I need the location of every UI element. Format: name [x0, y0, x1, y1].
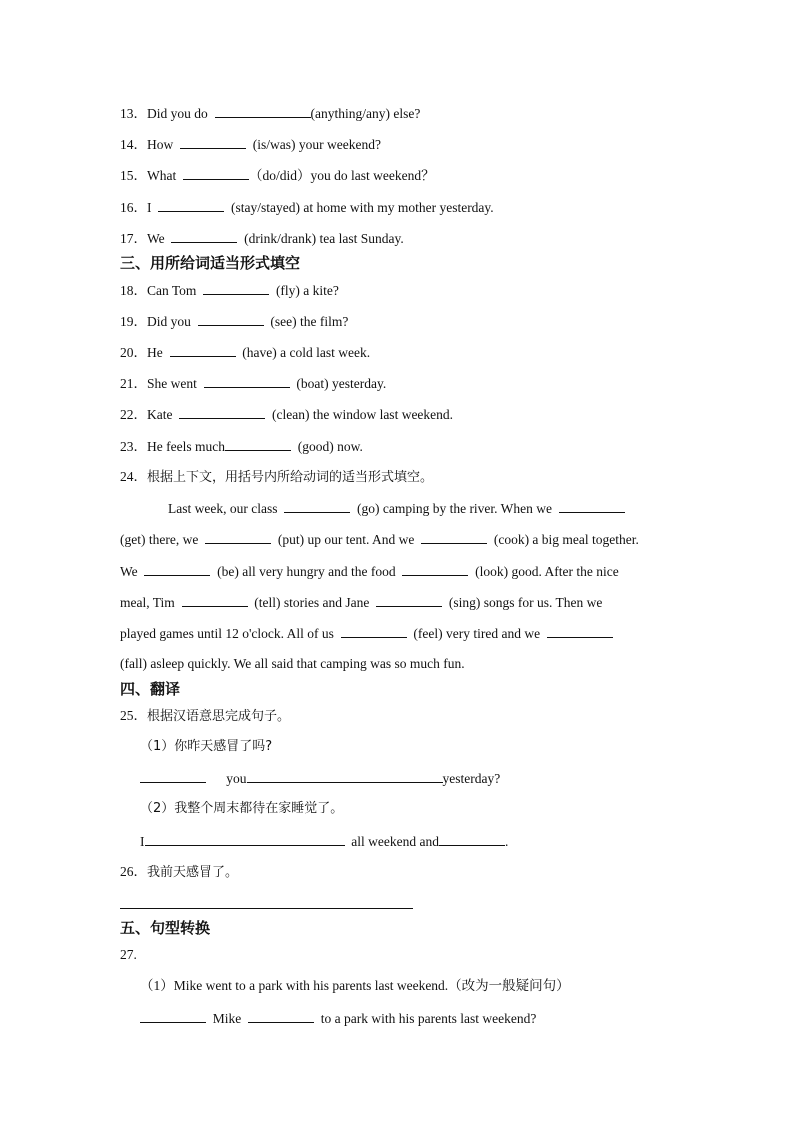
answer-blank[interactable]: [205, 530, 271, 544]
question-21: 21．She went (boat) yesterday.: [120, 376, 387, 391]
answer-blank[interactable]: [559, 499, 625, 513]
q25-sentence-2-answer: I all weekend and .: [140, 834, 509, 849]
answer-blank[interactable]: [140, 769, 206, 783]
question-22: 22．Kate (clean) the window last weekend.: [120, 407, 454, 422]
answer-blank[interactable]: [284, 499, 350, 513]
passage-line-5: played games until 12 o'clock. All of us (feel) very tired and we: [120, 624, 613, 643]
passage-line-2: (get) there, we (put) up our tent. And we (cook) a big meal together.: [120, 532, 639, 547]
section-3-title: 三、用所给词适当形式填空: [120, 254, 301, 272]
question-18: 18．Can Tom (fly) a kite?: [120, 283, 339, 298]
answer-blank[interactable]: [341, 624, 407, 638]
answer-blank[interactable]: [247, 769, 443, 783]
question-23: 23．He feels much (good) now.: [120, 439, 363, 454]
question-25-instruction: 25．根据汉语意思完成句子。: [120, 708, 291, 724]
q25-sentence-1-chinese: （1）你昨天感冒了吗?: [140, 739, 273, 754]
answer-blank[interactable]: [171, 229, 237, 243]
section-4-title: 四、翻译: [120, 680, 181, 698]
question-15: 15．What （do/did）you do last weekend？: [120, 168, 435, 183]
answer-blank[interactable]: [183, 166, 249, 180]
answer-blank[interactable]: [204, 374, 290, 388]
passage-line-6: (fall) asleep quickly. We all said that camping was so much fun.: [120, 656, 465, 671]
answer-blank[interactable]: [198, 312, 264, 326]
answer-line[interactable]: [120, 908, 413, 909]
passage-line-1: Last week, our class (go) camping by the river. When we: [168, 499, 625, 518]
answer-blank[interactable]: [421, 530, 487, 544]
question-17: 17．We (drink/drank) tea last Sunday.: [120, 231, 404, 246]
question-24-instruction: 24．根据上下文，用括号内所给动词的适当形式填空。: [120, 469, 434, 485]
q25-sentence-1-answer: you yesterday?: [140, 769, 500, 788]
answer-blank[interactable]: [158, 198, 224, 212]
answer-blank[interactable]: [248, 1009, 314, 1023]
passage-line-4: meal, Tim (tell) stories and Jane (sing) songs for us. Then we: [120, 595, 603, 610]
answer-blank[interactable]: [140, 1009, 206, 1023]
answer-blank[interactable]: [402, 562, 468, 576]
answer-blank[interactable]: [376, 593, 442, 607]
answer-blank[interactable]: [170, 343, 236, 357]
answer-blank[interactable]: [225, 437, 291, 451]
answer-blank[interactable]: [179, 405, 265, 419]
question-26: 26．我前天感冒了。: [120, 864, 239, 880]
answer-blank[interactable]: [144, 562, 210, 576]
section-5-title: 五、句型转换: [120, 919, 211, 937]
answer-blank[interactable]: [180, 135, 246, 149]
question-20: 20．He (have) a cold last week.: [120, 345, 371, 360]
q27-sentence-1: （1）Mike went to a park with his parents last weekend.（改为一般疑问句）: [140, 978, 570, 993]
question-14: 14．How (is/was) your weekend?: [120, 137, 381, 152]
question-19: 19．Did you (see) the film?: [120, 314, 349, 329]
q25-sentence-2-chinese: （2）我整个周末都待在家睡觉了。: [140, 801, 344, 816]
answer-blank[interactable]: [145, 832, 345, 846]
answer-blank[interactable]: [547, 624, 613, 638]
q27-sentence-1-answer: Mike to a park with his parents last weekend?: [140, 1009, 536, 1028]
answer-blank[interactable]: [215, 104, 311, 118]
passage-line-3: We (be) all very hungry and the food (look) good. After the nice: [120, 564, 619, 579]
answer-blank[interactable]: [439, 832, 505, 846]
answer-blank[interactable]: [182, 593, 248, 607]
question-27-number: 27.: [120, 947, 137, 962]
answer-blank[interactable]: [203, 281, 269, 295]
question-16: 16．I (stay/stayed) at home with my mother yesterday.: [120, 200, 494, 215]
question-13: 13．Did you do (anything/any) else?: [120, 106, 421, 121]
